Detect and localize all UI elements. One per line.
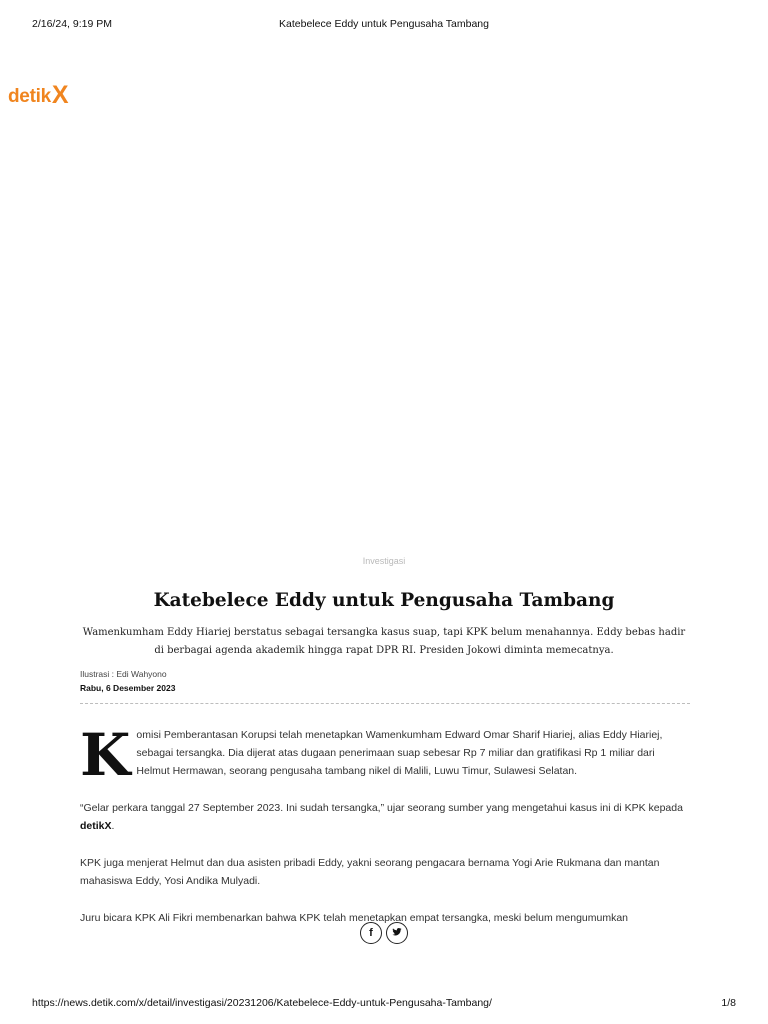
paragraph-text: “Gelar perkara tanggal 27 September 2023. Ini sudah tersangka,” ujar seorang sumber yang mengetahui kasus ini di KPK kepada — [80, 802, 683, 814]
paragraph-end: . — [111, 820, 115, 832]
facebook-icon: f — [369, 927, 373, 939]
detikx-logo[interactable] — [8, 80, 68, 109]
logo-text: detik — [8, 86, 51, 107]
print-page-number: 1/8 — [721, 997, 736, 1009]
paragraph-text: omisi Pemberantasan Korupsi telah menetapkan Wamenkumham Edward Omar Sharif Hiariej, alias Eddy Hiariej, sebagai tersangka. Dia dijerat atas dugaan penerimaan suap sebesar Rp 7 miliar dan gratifikasi Rp 1 miliar dari Helmut Hermawan, seorang pengusaha tambang nikel di Malili, Luwu Timur, Sulawesi Selatan. — [136, 729, 663, 777]
logo-accent: X — [51, 81, 69, 109]
print-datetime: 2/16/24, 9:19 PM — [32, 18, 112, 30]
article-category: Investigasi — [362, 556, 406, 566]
print-header — [32, 18, 736, 32]
article-paragraph: Juru bicara KPK Ali Fikri membenarkan bahwa KPK telah menetapkan empat tersangka, meski belum mengumumkan — [80, 912, 629, 924]
publish-date: Rabu, 6 Desember 2023 — [80, 683, 176, 693]
brand-mention: detikX — [80, 820, 112, 832]
article-paragraph: KPK juga menjerat Helmut dan dua asisten pribadi Eddy, yakni seorang pengacara bernama Yogi Arie Rukmana dan mantan mahasiswa Eddy, Yosi Andika Mulyadi. — [80, 857, 660, 887]
facebook-share-button[interactable] — [360, 922, 382, 944]
article-headline: Katebelece Eddy untuk Pengusaha Tambang — [153, 590, 615, 611]
share-bar — [0, 922, 768, 944]
illustration-credit: Ilustrasi : Edi Wahyono — [80, 669, 167, 679]
print-page-title: Katebelece Eddy untuk Pengusaha Tambang — [279, 18, 489, 30]
twitter-icon — [392, 927, 402, 937]
article-paragraph — [80, 721, 690, 789]
article-body — [80, 721, 690, 946]
drop-cap: K — [80, 721, 131, 789]
twitter-share-button[interactable] — [386, 922, 408, 944]
article-subheadline: Wamenkumham Eddy Hiariej berstatus sebagai tersangka kasus suap, tapi KPK belum menahannya. Eddy bebas hadir di berbagai agenda akademik hingga rapat DPR RI. Presiden Jokowi diminta memecatnya. — [82, 627, 686, 656]
print-footer — [32, 997, 736, 1011]
divider — [80, 703, 690, 704]
article-paragraph — [80, 799, 690, 835]
print-url: https://news.detik.com/x/detail/investigasi/20231206/Katebelece-Eddy-untuk-Pengusaha-Tambang/ — [32, 997, 492, 1009]
